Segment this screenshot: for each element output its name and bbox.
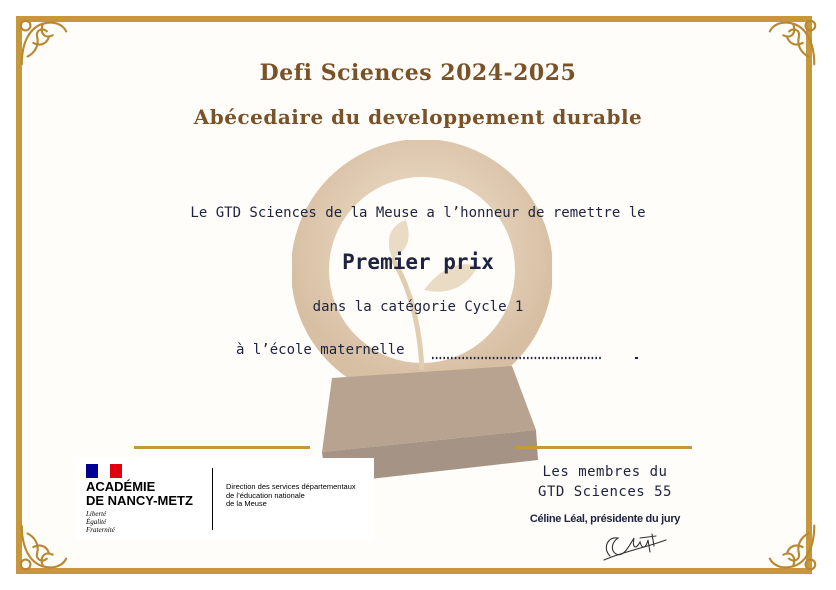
dsden-text: Direction des services départementaux de l’éducation nationale de la Meuse xyxy=(226,482,356,508)
corner-ornament-icon xyxy=(14,518,72,576)
academie-name: ACADÉMIE DE NANCY-METZ xyxy=(86,479,193,508)
divider-left xyxy=(134,446,310,449)
category-text: dans la catégorie Cycle 1 xyxy=(312,299,524,315)
intro-text: Le GTD Sciences de la Meuse a l’honneur de remettre le xyxy=(190,205,646,221)
certificate-subtitle: Abécedaire du developpement durable xyxy=(193,105,643,129)
logo-separator xyxy=(212,468,213,530)
corner-ornament-icon xyxy=(764,518,822,576)
academie-logo xyxy=(76,458,374,540)
french-flag-icon xyxy=(86,464,122,478)
trophy-watermark-icon xyxy=(292,140,552,500)
school-name-dotted-line xyxy=(430,350,640,362)
school-prefix: à l’école maternelle xyxy=(236,342,405,358)
jury-president: Céline Léal, présidente du jury xyxy=(529,513,681,525)
jury-members: Les membres du GTD Sciences 55 xyxy=(538,464,672,500)
award-title: Premier prix xyxy=(342,250,494,274)
certificate-title: Defi Sciences 2024-2025 xyxy=(259,60,577,86)
divider-right xyxy=(516,446,692,449)
republic-motto: Liberté Égalité Fraternité xyxy=(86,510,115,534)
signature-icon xyxy=(596,526,676,564)
